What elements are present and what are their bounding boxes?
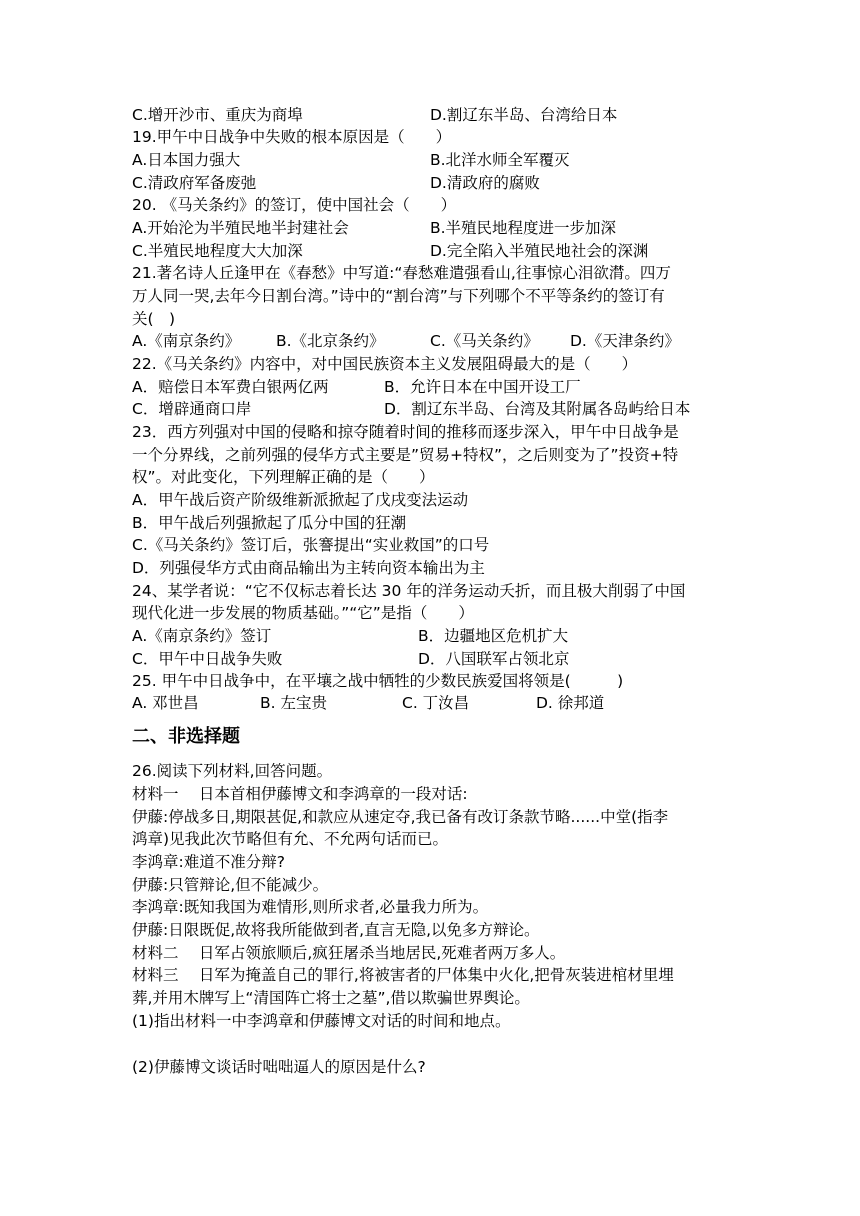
q26-material3-line1: 材料三 日军为掩盖自己的罪行,将被害者的尸体集中火化,把骨灰装进棺材里埋	[132, 966, 674, 984]
q18-option-c: C.增开沙市、重庆为商埠	[132, 106, 303, 124]
q23-option-b: B．甲午战后列强掀起了瓜分中国的狂潮	[132, 514, 407, 532]
q22-options-row-ab	[132, 376, 581, 398]
q21-stem-line3: 关( )	[132, 310, 176, 328]
q21-option-a: A.《南京条约》	[132, 332, 241, 350]
q24-options-row-cd	[132, 648, 570, 670]
q22-option-b: B．允许日本在中国开设工厂	[384, 378, 581, 396]
q19-option-c: C.清政府军备废弛	[132, 174, 257, 192]
q21-stem-line2: 万人同一哭,去年今日割台湾。”诗中的“割台湾”与下列哪个不平等条约的签订有	[132, 287, 665, 305]
q22-option-d: D．割辽东半岛、台湾及其附属各岛屿给日本	[384, 400, 691, 418]
q20-option-d: D.完全陷入半殖民地社会的深渊	[430, 242, 649, 260]
q26-subquestion-1: (1)指出材料一中李鸿章和伊藤博文对话的时间和地点。	[132, 1012, 511, 1030]
q25-options-row	[132, 692, 605, 714]
q25-stem: 25. 甲午中日战争中，在平壤之战中牺牲的少数民族爱国将领是( )	[132, 672, 624, 690]
q24-option-d: D．八国联军占领北京	[418, 650, 570, 668]
q26-material3-line2: 葬,并用木牌写上“清国阵亡将士之墓”,借以欺骗世界舆论。	[132, 989, 530, 1007]
q18-options-row-cd	[132, 104, 618, 126]
q20-option-a: A.开始沦为半殖民地半封建社会	[132, 219, 349, 237]
q21-stem-line1: 21.著名诗人丘逢甲在《春愁》中写道:“春愁难遣强看山,往事惊心泪欲潸。四万	[132, 264, 671, 282]
q23-stem-line2: 一个分界线，之前列强的侵华方式主要是”贸易+特权”，之后则变为了”投资+特	[132, 446, 679, 464]
q24-option-c: C．甲午中日战争失败	[132, 650, 283, 668]
q21-option-d: D.《天津条约》	[570, 332, 680, 350]
q23-stem-line1: 23．西方列强对中国的侵略和掠夺随着时间的推移而逐步深入，甲午中日战争是	[132, 423, 679, 441]
q26-material1-line6: 伊藤:日限既促,故将我所能做到者,直言无隐,以免多方辩论。	[132, 921, 540, 939]
q24-stem-line2: 现代化进一步发展的物质基础。”“它”是指（ ）	[132, 604, 474, 622]
q26-intro: 26.阅读下列材料,回答问题。	[132, 762, 333, 780]
q21-option-b: B.《北京条约》	[276, 332, 385, 350]
q19-option-a: A.日本国力强大	[132, 151, 241, 169]
q20-options-row-cd	[132, 240, 649, 262]
q19-option-d: D.清政府的腐败	[430, 174, 540, 192]
q26-material1-line3: 李鸿章:难道不准分辩?	[132, 853, 285, 871]
q25-option-b: B. 左宝贵	[260, 694, 327, 712]
q26-material1-line4: 伊藤:只管辩论,但不能减少。	[132, 876, 329, 894]
section-heading: 二、非选择题	[132, 726, 240, 747]
q18-option-d: D.割辽东半岛、台湾给日本	[430, 106, 618, 124]
q25-option-c: C. 丁汝昌	[402, 694, 470, 712]
q26-material2: 材料二 日军占领旅顺后,疯狂屠杀当地居民,死难者两万多人。	[132, 944, 566, 962]
q21-option-c: C.《马关条约》	[430, 332, 539, 350]
q26-subquestion-2: (2)伊藤博文谈话时咄咄逼人的原因是什么?	[132, 1058, 426, 1076]
q19-stem: 19.甲午中日战争中失败的根本原因是（ ）	[132, 128, 452, 146]
q20-option-c: C.半殖民地程度大大加深	[132, 242, 303, 260]
q25-option-a: A. 邓世昌	[132, 694, 199, 712]
q22-option-a: A．赔偿日本军费白银两亿两	[132, 378, 329, 396]
q22-options-row-cd	[132, 398, 691, 420]
q23-stem-line3: 权”。对此变化，下列理解正确的是（ ）	[132, 468, 435, 486]
q24-stem-line1: 24、某学者说：“它不仅标志着长达 30 年的洋务运动夭折，而且极大削弱了中国	[132, 582, 686, 600]
q26-material1-line1: 伊藤:停战多日,期限甚促,和款应从速定夺,我已备有改订条款节略......中堂(指李	[132, 808, 669, 826]
q26-material1-line2: 鸿章)见我此次节略但有允、不允两句话而已。	[132, 830, 449, 848]
q24-option-a: A.《南京条约》签订	[132, 627, 272, 645]
q20-option-b: B.半殖民地程度进一步加深	[430, 219, 617, 237]
q25-option-d: D. 徐邦道	[536, 694, 605, 712]
q26-material1-line5: 李鸿章:既知我国为难情形,则所求者,必量我力所为。	[132, 898, 489, 916]
q19-option-b: B.北洋水师全军覆灭	[430, 151, 570, 169]
q23-option-c: C.《马关条约》签订后，张謇提出“实业救国”的口号	[132, 536, 490, 554]
q21-options-row	[132, 330, 680, 352]
q24-options-row-ab	[132, 625, 569, 647]
q20-stem: 20. 《马关条约》的签订，使中国社会（ ）	[132, 196, 457, 214]
q23-option-a: A．甲午战后资产阶级维新派掀起了戊戌变法运动	[132, 491, 469, 509]
q19-options-row-cd	[132, 172, 540, 194]
q26-material1-title: 材料一 日本首相伊藤博文和李鸿章的一段对话:	[132, 785, 468, 803]
q22-stem: 22.《马关条约》内容中，对中国民族资本主义发展阻碍最大的是（ ）	[132, 355, 638, 373]
q22-option-c: C．增辟通商口岸	[132, 400, 252, 418]
q24-option-b: B．边疆地区危机扩大	[418, 627, 569, 645]
q20-options-row-ab	[132, 217, 617, 239]
q19-options-row-ab	[132, 149, 570, 171]
q23-option-d: D．列强侵华方式由商品输出为主转向资本输出为主	[132, 559, 485, 577]
